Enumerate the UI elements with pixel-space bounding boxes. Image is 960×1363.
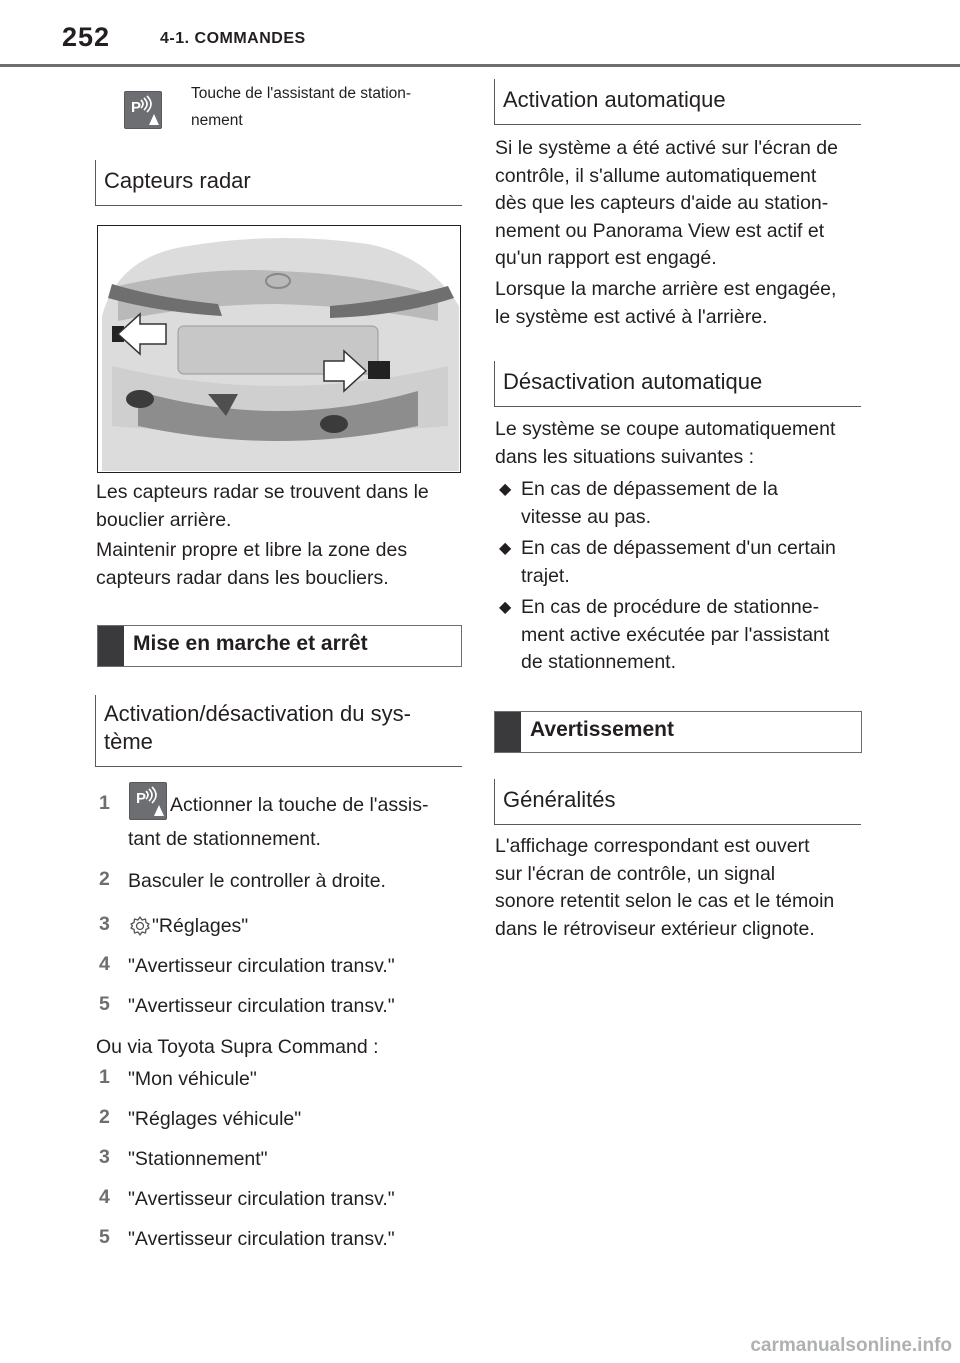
- parking-assistant-icon: [129, 782, 167, 820]
- step-number: 3: [99, 1146, 110, 1168]
- step-number: 4: [99, 1186, 110, 1208]
- paragraph-general: L'affichage correspondant est ouvert sur l'écran de contrôle, un signal sonore retentit selon le cas et le témoin dans le rétroviseur extérieur clignote.: [495, 835, 835, 940]
- bullet-icon: ◆: [499, 540, 512, 557]
- step-number: 1: [99, 1066, 110, 1088]
- step-text: "Avertisseur circulation transv.": [128, 1188, 395, 1210]
- step-text: "Réglages véhicule": [128, 1108, 302, 1130]
- section-heading-radar: [95, 160, 462, 206]
- section-heading-auto-deactivation: [494, 361, 861, 407]
- bullet-text: En cas de dépassement d'un certain trajet.: [521, 537, 836, 587]
- section-title: Capteurs radar: [104, 168, 251, 193]
- header-rule: [0, 64, 960, 67]
- step-number: 3: [99, 913, 110, 935]
- step-number: 2: [99, 1106, 110, 1128]
- paragraph-reverse-gear: Lorsque la marche arrière est engagée, le système est activé à l'arrière.: [495, 278, 837, 328]
- or-via-text: Ou via Toyota Supra Command :: [96, 1036, 379, 1058]
- radar-sensor-figure: [97, 225, 461, 473]
- svg-text:P: P: [131, 99, 142, 116]
- section-title: Activation/désactivation du sys- tème: [104, 701, 411, 754]
- step-text: "Réglages": [152, 915, 249, 937]
- paragraph-radar-location: Les capteurs radar se trouvent dans le bouclier arrière.: [96, 481, 429, 531]
- bullet-text: En cas de dépassement de la vitesse au pas.: [521, 478, 778, 528]
- bullet-icon: ◆: [499, 481, 512, 498]
- car-rear-illustration: [98, 226, 459, 471]
- bullet-text: En cas de procédure de stationne- ment active exécutée par l'assistant de stationnement.: [521, 596, 830, 673]
- section-title: Désactivation automatique: [503, 369, 763, 394]
- step-text: Basculer le controller à droite.: [128, 870, 386, 892]
- section-title: Généralités: [503, 787, 616, 812]
- parking-assistant-icon: [124, 91, 162, 129]
- step-text: "Mon véhicule": [128, 1068, 257, 1090]
- step-text: "Avertisseur circulation transv.": [128, 995, 395, 1017]
- dark-heading-text: Mise en marche et arrêt: [133, 632, 368, 655]
- step-text-continued: tant de stationnement.: [128, 828, 321, 850]
- watermark[interactable]: carmanualsonline.info: [750, 1335, 952, 1356]
- dark-heading-text: Avertissement: [530, 718, 674, 741]
- section-heading-general: [494, 779, 861, 825]
- bullet-icon: ◆: [499, 599, 512, 616]
- step-text: Actionner la touche de l'assis-: [170, 794, 429, 816]
- step-text: "Avertisseur circulation transv.": [128, 955, 395, 977]
- page-number: 252: [62, 22, 111, 52]
- chapter-title: 4-1. COMMANDES: [160, 30, 306, 47]
- step-text: "Stationnement": [128, 1148, 268, 1170]
- paragraph-auto-activation: Si le système a été activé sur l'écran de contrôle, il s'allume automatiquement dès que les capteurs d'aide au station- nement ou Panorama View est actif et qu'un rapport est engagé.: [495, 137, 838, 269]
- step-number: 4: [99, 953, 110, 975]
- svg-text:P: P: [136, 790, 147, 807]
- gear-icon: [129, 915, 151, 937]
- heading-bar: [98, 626, 124, 666]
- paragraph-deactivation: Le système se coupe automatiquement dans les situations suivantes :: [495, 418, 836, 468]
- step-number: 1: [99, 792, 110, 814]
- icon-caption: Touche de l'assistant de station- nement: [191, 85, 412, 129]
- step-number: 2: [99, 868, 110, 890]
- heading-bar: [495, 712, 521, 752]
- dark-heading-on-off: [97, 625, 462, 667]
- section-title: Activation automatique: [503, 87, 726, 112]
- paragraph-radar-maintenance: Maintenir propre et libre la zone des capteurs radar dans les boucliers.: [96, 539, 408, 589]
- section-heading-auto-activation: [494, 79, 861, 125]
- dark-heading-warning: [494, 711, 862, 753]
- step-number: 5: [99, 1226, 110, 1248]
- step-text: "Avertisseur circulation transv.": [128, 1228, 395, 1250]
- section-heading-activation: [95, 695, 462, 767]
- step-number: 5: [99, 993, 110, 1015]
